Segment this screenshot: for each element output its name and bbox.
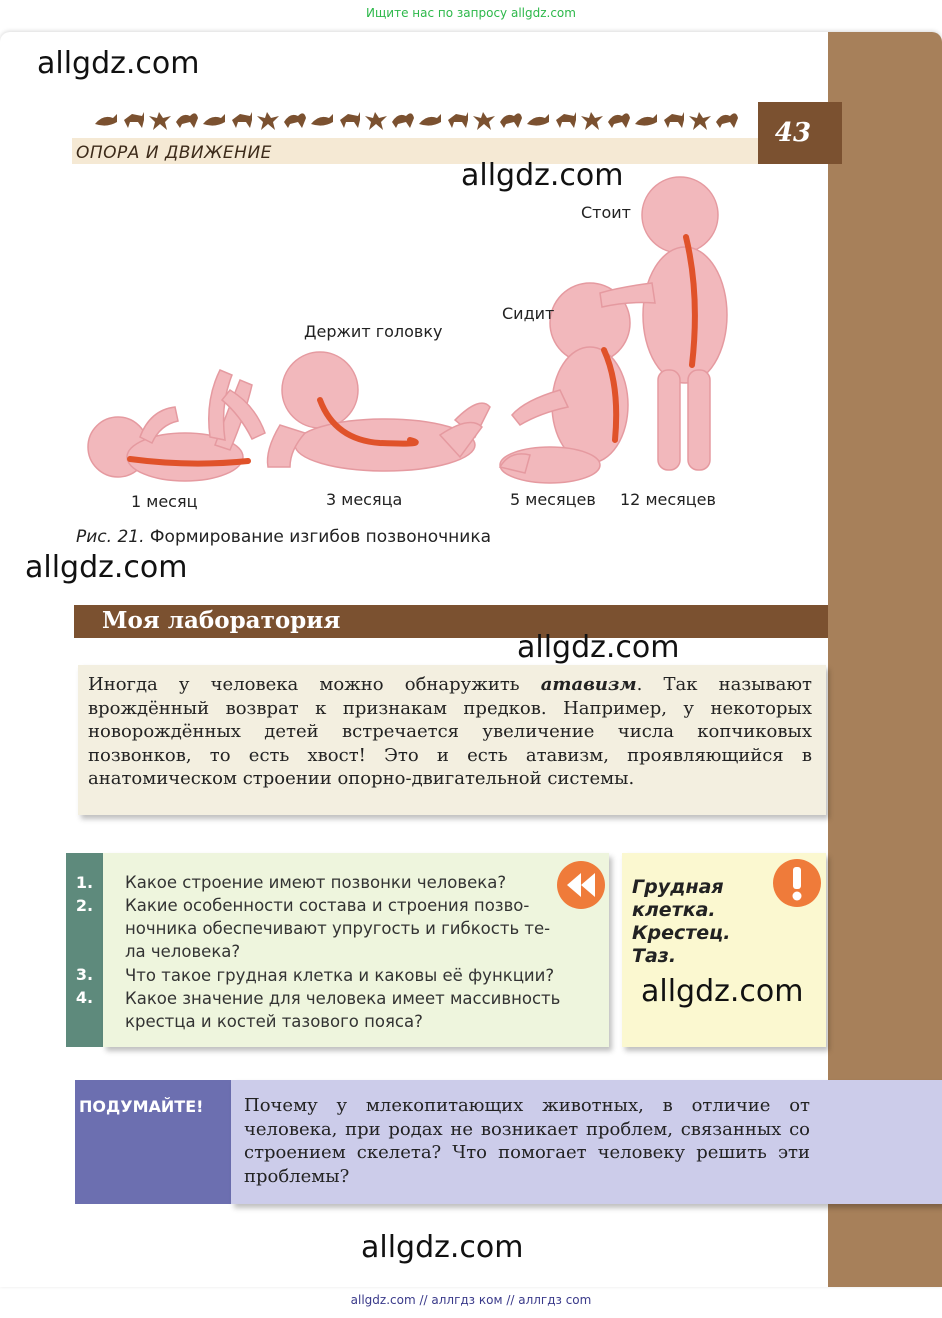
- age-label-4: 12 месяцев: [620, 490, 716, 509]
- animal-silhouette: [311, 114, 333, 126]
- animal-silhouette: [419, 114, 441, 126]
- question-line: Какие особенности состава и строения позво-: [125, 896, 530, 915]
- animal-silhouette: [500, 113, 522, 128]
- age-label-3: 5 месяцев: [510, 490, 596, 509]
- lab-section-title: Моя лаборатория: [102, 607, 341, 634]
- watermark: allgdz.com: [461, 158, 624, 193]
- top-banner[interactable]: Ищите нас по запросу allgdz.com: [366, 6, 576, 20]
- animal-silhouette: [124, 112, 144, 128]
- question-line: крестца и костей тазового пояса?: [125, 1012, 423, 1031]
- question-number-2: 2.: [75, 896, 94, 915]
- key-term: Крестец.: [632, 922, 731, 944]
- animal-silhouettes-border: [95, 106, 745, 136]
- age-label-1: 1 месяц: [131, 492, 198, 511]
- animal-silhouette: [581, 112, 603, 130]
- key-term: Таз.: [632, 945, 677, 967]
- animal-silhouette: [527, 114, 549, 126]
- question-number-4: 4.: [75, 988, 94, 1007]
- lab-text-start: Иногда у человека можно обнаружить: [88, 674, 541, 695]
- key-term: Грудная: [632, 876, 724, 898]
- animal-silhouette: [664, 112, 684, 128]
- animal-silhouette: [203, 114, 225, 126]
- animal-silhouette: [608, 113, 630, 128]
- animal-silhouette: [257, 112, 279, 130]
- watermark: allgdz.com: [517, 630, 680, 665]
- animal-silhouette: [284, 113, 306, 128]
- think-question: Почему у млекопитающих животных, в отличие от человека, при родах не возникает проблем, связанных со строением скелета? Что помогает человеку решить эти проблемы?: [244, 1095, 810, 1187]
- animal-silhouette: [716, 113, 738, 128]
- label-holds-head: Держит головку: [304, 322, 443, 341]
- key-terms: [632, 876, 730, 968]
- animal-silhouette: [365, 112, 387, 130]
- question-line: Что такое грудная клетка и каковы её функции?: [125, 966, 555, 985]
- watermark: allgdz.com: [37, 46, 200, 81]
- key-term: клетка.: [632, 899, 716, 921]
- animal-silhouette: [556, 112, 576, 128]
- section-title: ОПОРА И ДВИЖЕНИЕ: [76, 143, 272, 163]
- figure-caption-text: Формирование изгибов позвоночника: [149, 527, 492, 547]
- lab-text-end: . Так называют врождённый возврат к признакам предков. Например, у некоторых новорождённых детей встречается увеличение числа копчиковых позвонков, то есть хвост! Это и есть атавизм, проявляющийся в анатомическом строении опорно-двигательной системы.: [88, 674, 812, 789]
- label-sits: Сидит: [502, 304, 555, 323]
- animal-silhouette: [448, 112, 468, 128]
- bottom-banner[interactable]: allgdz.com // аллгдз ком // аллгдз com: [350, 1293, 592, 1307]
- animal-silhouette: [232, 112, 252, 128]
- question-line: Какое значение для человека имеет массивность: [125, 989, 561, 1008]
- question-number-3: 3.: [75, 965, 94, 984]
- figure-caption-number: Рис. 21.: [76, 527, 145, 547]
- baby-3-months: [268, 352, 491, 471]
- exclamation-icon: [772, 858, 822, 908]
- animal-silhouette: [392, 113, 414, 128]
- watermark: allgdz.com: [361, 1230, 524, 1265]
- animal-silhouette: [689, 112, 711, 130]
- question-line: ночника обеспечивают упругость и гибкость те-: [125, 919, 551, 938]
- question-number-1: 1.: [75, 873, 94, 892]
- question-line: Какое строение имеют позвонки человека?: [125, 873, 507, 892]
- question-line: ла человека?: [125, 942, 241, 961]
- rewind-icon: [556, 860, 606, 910]
- watermark: allgdz.com: [25, 550, 188, 585]
- lab-paragraph: [88, 673, 812, 791]
- watermark: allgdz.com: [641, 974, 804, 1009]
- animal-silhouette: [149, 112, 171, 130]
- lab-term-atavism: атавизм: [540, 674, 637, 695]
- animal-silhouette: [95, 114, 117, 126]
- page-number: 43: [774, 118, 812, 148]
- label-stands: Стоит: [581, 203, 631, 222]
- animal-silhouette: [176, 113, 198, 128]
- figure-caption: [76, 527, 491, 547]
- animal-silhouette: [340, 112, 360, 128]
- animal-silhouette: [473, 112, 495, 130]
- age-label-2: 3 месяца: [326, 490, 403, 509]
- animal-silhouette: [635, 114, 657, 126]
- think-label: ПОДУМАЙТЕ!: [79, 1097, 204, 1116]
